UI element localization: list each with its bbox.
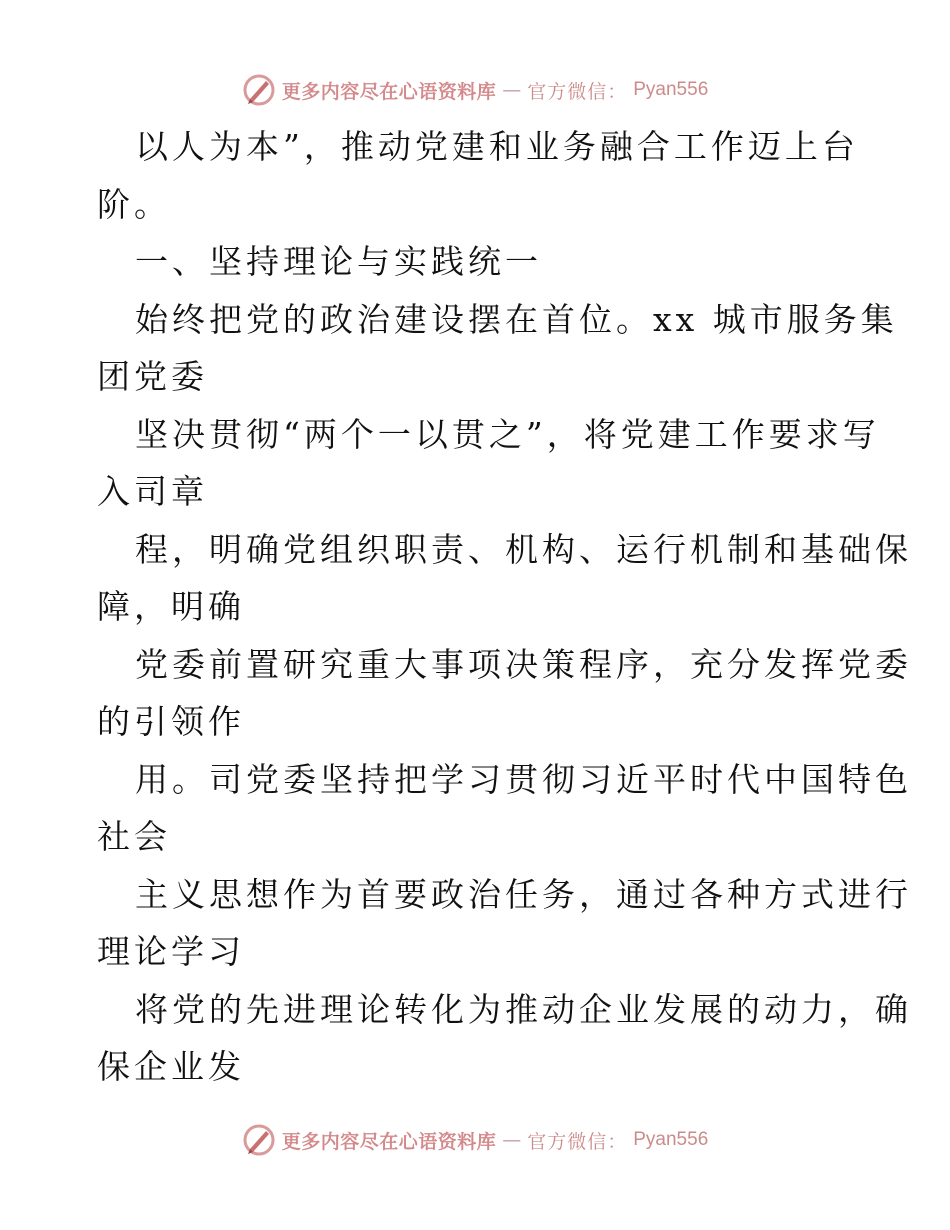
- body-line: 用。司党委坚持把学习贯彻习近平时代中国特色: [135, 759, 912, 799]
- body-line: 坚决贯彻“两个一以贯之”，将党建工作要求写: [135, 414, 880, 454]
- body-line: 入司章: [97, 472, 208, 511]
- body-line: 程，明确党组织职责、机构、运行机制和基础保: [135, 529, 912, 569]
- pen-circle-logo-icon: [242, 73, 276, 107]
- footer-dash: —: [502, 1129, 522, 1151]
- header-dash: —: [502, 79, 522, 101]
- body-line: 社会: [97, 817, 171, 856]
- section-heading: 一、坚持理论与实践统一: [135, 242, 542, 281]
- footer-watermark-banner: [0, 1120, 950, 1160]
- pen-circle-logo-icon: [242, 1123, 276, 1157]
- body-line: 障，明确: [97, 587, 245, 626]
- footer-official-label: 官方微信：: [527, 1130, 628, 1153]
- footer-wechat-id: Pyan556: [633, 1129, 709, 1150]
- body-line: 阶。: [97, 184, 171, 224]
- header-watermark-banner: [0, 70, 950, 110]
- body-line: 以人为本”，推动党建和业务融合工作迈上台: [135, 127, 859, 166]
- body-line: 主义思想作为首要政治任务，通过各种方式进行: [135, 874, 912, 914]
- body-line: 保企业发: [97, 1047, 245, 1086]
- body-line: 始终把党的政治建设摆在首位。xx 城市服务集: [135, 299, 898, 339]
- body-line: 党委前置研究重大事项决策程序，充分发挥党委: [135, 644, 912, 684]
- header-wechat-id: Pyan556: [633, 79, 709, 100]
- body-line: 的引领作: [97, 702, 245, 741]
- document-body: [97, 118, 912, 1096]
- footer-brand-text: 更多内容尽在心语资料库: [281, 1130, 497, 1153]
- body-line: 团党委: [97, 357, 208, 396]
- body-line: 将党的先进理论转化为推动企业发展的动力，确: [135, 989, 912, 1029]
- body-line: 理论学习: [97, 932, 245, 971]
- header-official-label: 官方微信：: [527, 80, 628, 103]
- header-brand-text: 更多内容尽在心语资料库: [281, 80, 497, 103]
